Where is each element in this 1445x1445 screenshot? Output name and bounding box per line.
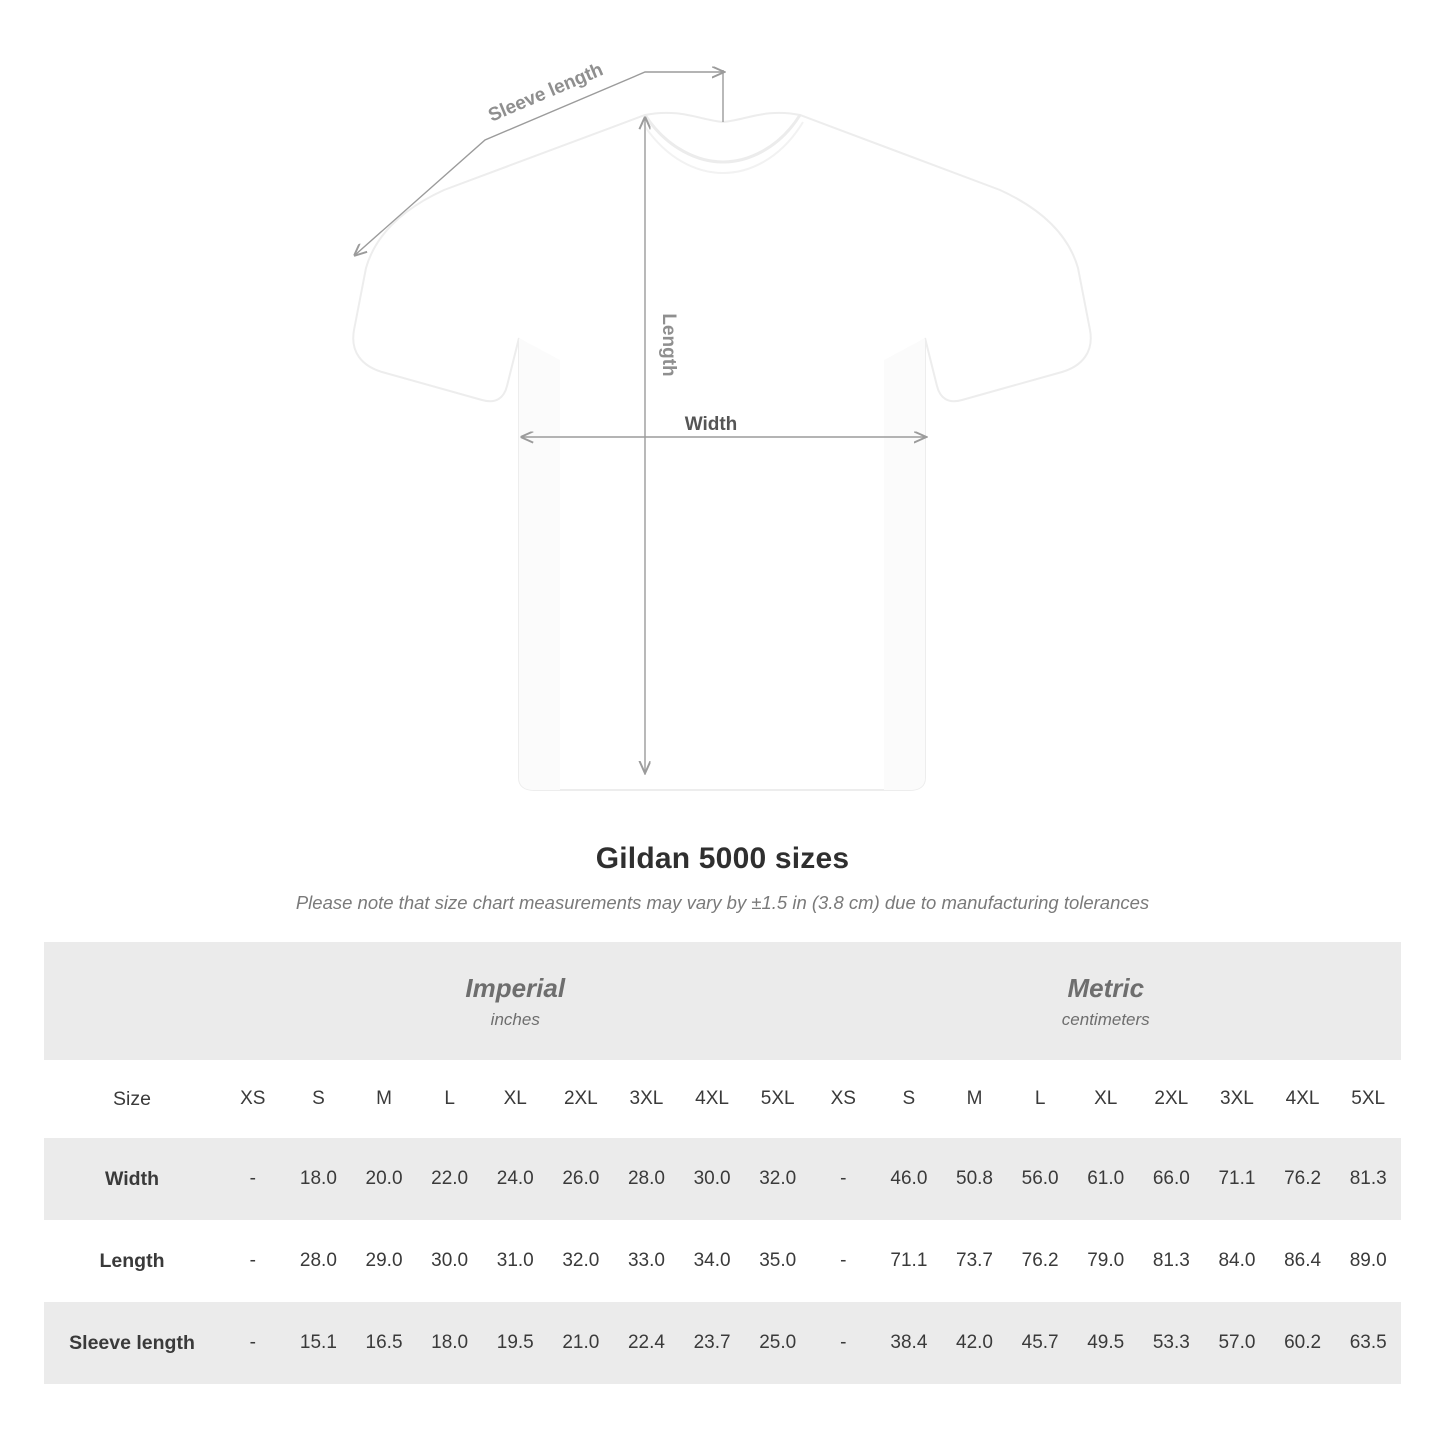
row-label-length: Length [44, 1220, 220, 1302]
cell-sleeve-metric-s: 38.4 [876, 1302, 942, 1384]
size-header-imperial-s: S [286, 1060, 352, 1138]
size-header-metric-xl: XL [1073, 1060, 1139, 1138]
cell-sleeve-imperial-5xl: 25.0 [745, 1302, 811, 1384]
cell-length-metric-2xl: 81.3 [1139, 1220, 1205, 1302]
size-header-metric-4xl: 4XL [1270, 1060, 1336, 1138]
unit-group-blank [44, 942, 220, 1060]
unit-group-row [44, 942, 1401, 1060]
cell-width-metric-xl: 61.0 [1073, 1138, 1139, 1220]
cell-width-metric-s: 46.0 [876, 1138, 942, 1220]
size-header-row [44, 1060, 1401, 1138]
cell-width-metric-5xl: 81.3 [1335, 1138, 1401, 1220]
cell-width-imperial-3xl: 28.0 [614, 1138, 680, 1220]
page-title: Gildan 5000 sizes [595, 842, 850, 875]
unit-group-imperial [220, 942, 810, 1060]
cell-sleeve-metric-m: 42.0 [942, 1302, 1008, 1384]
cell-width-metric-4xl: 76.2 [1270, 1138, 1336, 1220]
size-header-imperial-xl: XL [482, 1060, 548, 1138]
cell-length-imperial-2xl: 32.0 [548, 1220, 614, 1302]
cell-length-metric-m: 73.7 [942, 1220, 1008, 1302]
cell-width-imperial-l: 22.0 [417, 1138, 483, 1220]
cell-length-metric-5xl: 89.0 [1335, 1220, 1401, 1302]
cell-length-metric-4xl: 86.4 [1270, 1220, 1336, 1302]
cell-length-imperial-xl: 31.0 [482, 1220, 548, 1302]
cell-width-imperial-xs: - [220, 1138, 286, 1220]
cell-width-imperial-5xl: 32.0 [745, 1138, 811, 1220]
cell-sleeve-metric-xl: 49.5 [1073, 1302, 1139, 1384]
cell-length-metric-l: 76.2 [1007, 1220, 1073, 1302]
size-header-label: Size [44, 1060, 220, 1138]
cell-sleeve-imperial-2xl: 21.0 [548, 1302, 614, 1384]
cell-width-imperial-4xl: 30.0 [679, 1138, 745, 1220]
size-table [44, 942, 1401, 1384]
cell-sleeve-metric-5xl: 63.5 [1335, 1302, 1401, 1384]
size-header-imperial-xs: XS [220, 1060, 286, 1138]
cell-width-imperial-m: 20.0 [351, 1138, 417, 1220]
row-label-sleeve-length: Sleeve length [44, 1302, 220, 1384]
size-header-metric-m: M [942, 1060, 1008, 1138]
cell-sleeve-metric-xs: - [810, 1302, 876, 1384]
cell-sleeve-imperial-3xl: 22.4 [614, 1302, 680, 1384]
metric-sub: centimeters [1061, 1010, 1150, 1030]
cell-width-metric-xs: - [810, 1138, 876, 1220]
cell-sleeve-imperial-xl: 19.5 [482, 1302, 548, 1384]
cell-length-metric-3xl: 84.0 [1204, 1220, 1270, 1302]
sleeve-length-label: Sleeve length [485, 59, 607, 127]
title-block [0, 842, 1445, 914]
cell-width-imperial-xl: 24.0 [482, 1138, 548, 1220]
width-label: Width [684, 414, 738, 435]
table-row [44, 1138, 1401, 1220]
cell-sleeve-imperial-xs: - [220, 1302, 286, 1384]
cell-sleeve-imperial-m: 16.5 [351, 1302, 417, 1384]
cell-length-imperial-4xl: 34.0 [679, 1220, 745, 1302]
cell-sleeve-metric-l: 45.7 [1007, 1302, 1073, 1384]
cell-width-metric-3xl: 71.1 [1204, 1138, 1270, 1220]
cell-length-imperial-3xl: 33.0 [614, 1220, 680, 1302]
size-header-metric-xs: XS [810, 1060, 876, 1138]
imperial-name: Imperial [465, 972, 566, 1003]
size-table-wrapper [44, 942, 1401, 1384]
metric-name: Metric [1067, 972, 1145, 1003]
cell-sleeve-metric-3xl: 57.0 [1204, 1302, 1270, 1384]
size-header-metric-l: L [1007, 1060, 1073, 1138]
cell-length-imperial-xs: - [220, 1220, 286, 1302]
cell-width-metric-l: 56.0 [1007, 1138, 1073, 1220]
cell-sleeve-imperial-4xl: 23.7 [679, 1302, 745, 1384]
cell-length-imperial-l: 30.0 [417, 1220, 483, 1302]
cell-length-metric-s: 71.1 [876, 1220, 942, 1302]
cell-length-imperial-m: 29.0 [351, 1220, 417, 1302]
table-row [44, 1220, 1401, 1302]
size-header-imperial-4xl: 4XL [679, 1060, 745, 1138]
unit-group-metric [810, 942, 1401, 1060]
cell-length-metric-xs: - [810, 1220, 876, 1302]
table-row [44, 1302, 1401, 1384]
cell-sleeve-metric-2xl: 53.3 [1139, 1302, 1205, 1384]
size-header-imperial-l: L [417, 1060, 483, 1138]
cell-sleeve-imperial-s: 15.1 [286, 1302, 352, 1384]
cell-width-imperial-2xl: 26.0 [548, 1138, 614, 1220]
cell-width-metric-2xl: 66.0 [1139, 1138, 1205, 1220]
cell-width-imperial-s: 18.0 [286, 1138, 352, 1220]
size-header-imperial-3xl: 3XL [614, 1060, 680, 1138]
size-header-metric-s: S [876, 1060, 942, 1138]
row-label-width: Width [44, 1138, 220, 1220]
cell-length-imperial-s: 28.0 [286, 1220, 352, 1302]
cell-length-metric-xl: 79.0 [1073, 1220, 1139, 1302]
cell-sleeve-metric-4xl: 60.2 [1270, 1302, 1336, 1384]
tolerance-note: Please note that size chart measurements may vary by ±1.5 in (3.8 cm) due to manufacturing tolerances [295, 892, 1150, 913]
size-header-metric-3xl: 3XL [1204, 1060, 1270, 1138]
tshirt-illustration [353, 113, 1091, 790]
cell-length-imperial-5xl: 35.0 [745, 1220, 811, 1302]
size-header-metric-2xl: 2XL [1139, 1060, 1205, 1138]
size-header-imperial-m: M [351, 1060, 417, 1138]
size-header-imperial-2xl: 2XL [548, 1060, 614, 1138]
imperial-sub: inches [490, 1010, 540, 1030]
size-header-imperial-5xl: 5XL [745, 1060, 811, 1138]
length-label: Length [658, 313, 679, 377]
cell-sleeve-imperial-l: 18.0 [417, 1302, 483, 1384]
size-header-metric-5xl: 5XL [1335, 1060, 1401, 1138]
cell-width-metric-m: 50.8 [942, 1138, 1008, 1220]
